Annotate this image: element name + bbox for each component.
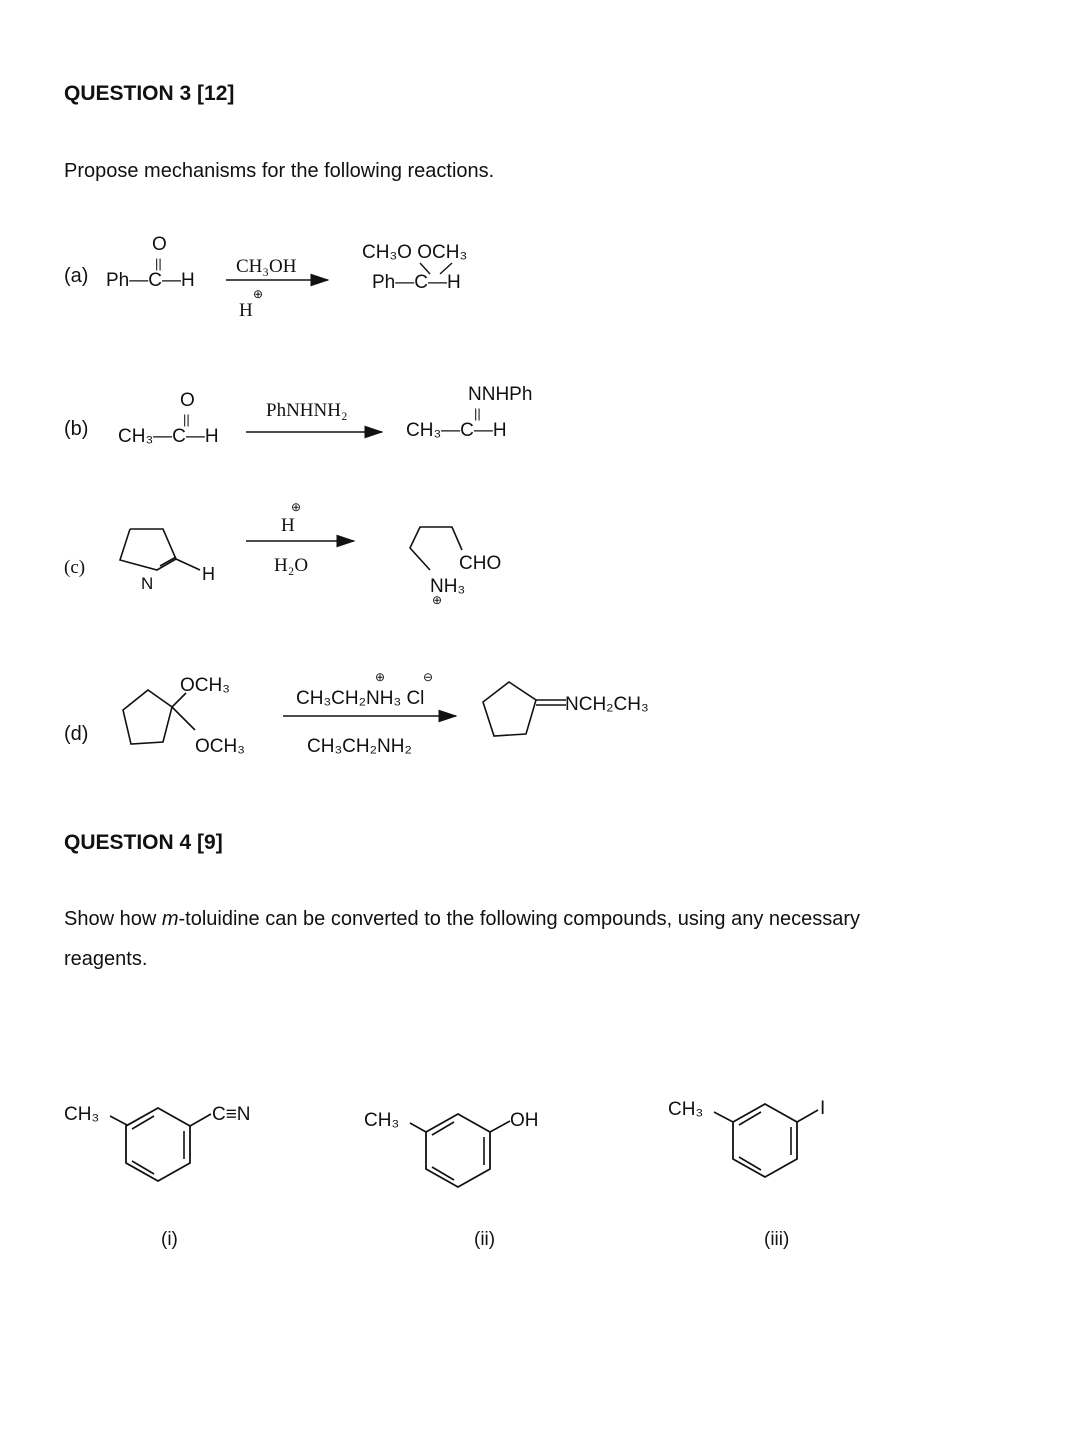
question-3-instruction: Propose mechanisms for the following reactions. <box>64 160 495 182</box>
reaction-c-product-aldehyde: CHO <box>459 553 502 574</box>
compound-iii-iodo: I <box>820 1098 826 1119</box>
reaction-d-reagent-salt: CH₃CH₂NH₃ Cl <box>296 688 425 709</box>
reaction-c-product-chain <box>410 527 462 570</box>
reaction-b-product: CH₃—C—H <box>406 420 507 441</box>
reaction-b-carbonyl-oxygen: O <box>180 390 195 411</box>
reaction-b-reactant: CH₃—C—H <box>118 426 219 447</box>
reaction-a-reagent-proton: H <box>239 300 253 321</box>
reaction-d-reagent-amine: CH₃CH₂NH₂ <box>307 736 412 757</box>
reaction-d-reactant-ring <box>123 690 172 744</box>
question-4-instruction-prefix: Show how <box>64 908 162 930</box>
compound-i-benzene-ring <box>126 1108 190 1181</box>
reaction-c-reagent-water: H₂O <box>274 555 309 576</box>
reaction-d-positive-charge: ⊕ <box>375 670 386 684</box>
compound-ii-hydroxyl: OH <box>510 1110 539 1131</box>
reaction-b-label: (b) <box>64 418 89 440</box>
question-4-heading: QUESTION 4 [9] <box>64 831 223 854</box>
reaction-d-methoxy-bottom: OCH₃ <box>195 736 245 757</box>
reaction-c-product-charge: ⊕ <box>432 593 443 607</box>
reaction-d-product-ring <box>483 682 536 736</box>
question-3-heading: QUESTION 3 [12] <box>64 82 235 105</box>
compound-ii-methyl: CH₃ <box>364 1110 400 1131</box>
reaction-b <box>64 384 532 447</box>
compound-i-label: (i) <box>161 1229 178 1250</box>
reaction-a-proton-charge: ⊕ <box>253 287 264 301</box>
reaction-c-hydrogen: H <box>202 564 215 584</box>
question-4-instruction-line-2: reagents. <box>64 948 148 970</box>
reaction-c-product-ammonium: NH₃ <box>430 576 466 597</box>
reaction-c-proton-charge: ⊕ <box>291 500 302 514</box>
reaction-c-reactant-ring <box>120 529 176 570</box>
compound-iii-methyl: CH₃ <box>668 1099 704 1120</box>
reaction-d-label: (d) <box>64 723 89 745</box>
question-4-instruction-suffix: -toluidine can be converted to the following compounds, using any necessary <box>178 908 861 930</box>
reaction-a-reagent-methanol: CH₃OH <box>236 256 297 277</box>
reaction-c-reagent-proton: H <box>281 515 295 536</box>
reaction-b-product-hydrazone: NNHPh <box>468 384 533 405</box>
reaction-b-reagent: PhNHNH₂ <box>266 400 348 421</box>
reaction-b-double-bond: || <box>183 412 190 427</box>
compound-i-nitrile: C≡N <box>212 1104 251 1125</box>
compound-iii-label: (iii) <box>764 1229 790 1250</box>
compound-ii <box>364 1110 539 1250</box>
reaction-b-product-double-bond: || <box>474 406 481 421</box>
reaction-d <box>64 670 649 757</box>
reaction-d-methoxy-top: OCH₃ <box>180 675 230 696</box>
compound-ii-benzene-ring <box>426 1114 490 1187</box>
question-4-instruction-italic: m <box>161 908 179 930</box>
reaction-a-label: (a) <box>64 265 89 287</box>
compound-i <box>64 1104 251 1250</box>
reaction-c <box>64 500 501 607</box>
reaction-a-reactant: Ph—C—H <box>106 270 195 291</box>
reaction-a-carbonyl-oxygen: O <box>152 234 167 255</box>
question-4-instruction-line-1 <box>64 908 860 931</box>
reaction-d-negative-charge: ⊖ <box>423 670 434 684</box>
compound-ii-label: (ii) <box>474 1229 496 1250</box>
reaction-a-product: Ph—C—H <box>372 272 461 293</box>
reaction-a <box>64 234 467 321</box>
reaction-c-label: (c) <box>64 557 86 578</box>
reaction-a-product-methoxy-groups: CH₃O OCH₃ <box>362 242 468 263</box>
reaction-d-product-imine: NCH₂CH₃ <box>565 694 649 715</box>
reaction-c-nitrogen: N <box>141 574 154 593</box>
compound-iii <box>668 1098 825 1250</box>
compound-iii-benzene-ring <box>733 1104 797 1177</box>
reaction-a-double-bond: || <box>155 256 162 271</box>
compound-i-methyl: CH₃ <box>64 1104 100 1125</box>
